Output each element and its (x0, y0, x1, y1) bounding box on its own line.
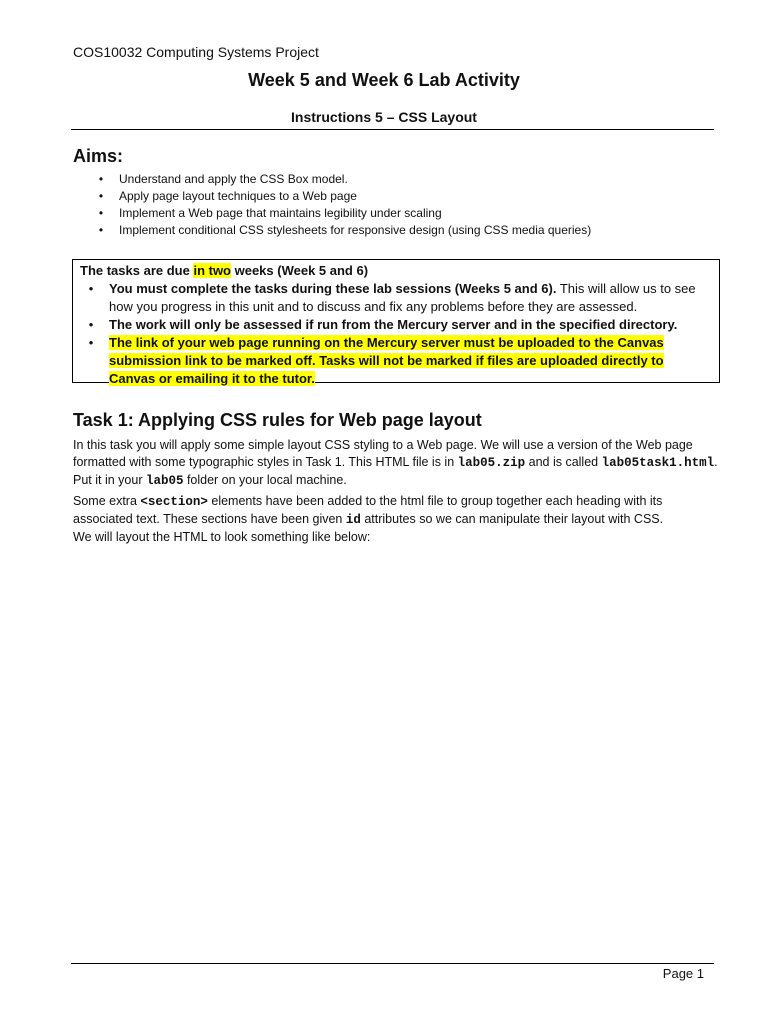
text-run: folder on your local machine. (183, 473, 347, 487)
course-header: COS10032 Computing Systems Project (73, 44, 319, 60)
bullet-icon: • (88, 281, 94, 296)
page-number: Page 1 (662, 966, 704, 981)
due-highlight: in two (193, 263, 231, 278)
bullet-icon: • (98, 189, 104, 203)
aims-list-item (94, 222, 694, 239)
bullet-icon: • (98, 223, 104, 237)
notice-item (80, 316, 711, 334)
due-line (80, 262, 711, 280)
notice-item (80, 280, 711, 316)
aims-item-text: Apply page layout techniques to a Web page (119, 189, 357, 203)
code-attribute: id (345, 513, 361, 527)
text-run: We will layout the HTML to look something like below: (73, 530, 371, 544)
due-suffix: weeks (Week 5 and 6) (231, 263, 369, 278)
notice-item-bold: The work will only be assessed if run from the Mercury server and in the specified directory. (109, 317, 678, 332)
footer-divider (71, 963, 714, 964)
text-run: . Put it in your (73, 455, 718, 487)
bullet-icon: • (88, 317, 94, 332)
aims-list-item (94, 171, 694, 188)
notice-item-highlight: The link of your web page running on the Mercury server must be uploaded to the Canvas submission link to be marked off. Tasks will not be marked if files are uploaded directly to Canvas or emailing it to the tutor. (109, 335, 664, 386)
aims-heading: Aims: (73, 146, 124, 166)
text-run: and is called (525, 455, 602, 469)
bullet-icon: • (98, 172, 104, 186)
code-foldername: lab05 (145, 474, 184, 488)
aims-list (94, 171, 694, 239)
notice-list (80, 280, 711, 388)
aims-list-item (94, 205, 694, 222)
notice-item-bold: You must complete the tasks during these lab sessions (Weeks 5 and 6). (109, 281, 557, 296)
document-subtitle: Instructions 5 – CSS Layout (291, 109, 477, 125)
bullet-icon: • (88, 335, 94, 350)
text-run: Some extra (73, 494, 141, 508)
bullet-icon: • (98, 206, 104, 220)
text-run: attributes so we can manipulate their layout with CSS. (360, 512, 664, 526)
notice-item-text: This will allow us to see how you progress in this unit and to discuss and fix any problems before they are assessed. (109, 281, 696, 314)
due-prefix: The tasks are due (80, 263, 194, 278)
text-run: In this task you will apply some simple layout CSS styling to a Web page. We will use a version of the Web page formatted with some typographic styles in Task 1. This HTML file is in (73, 438, 693, 469)
aims-list-item (94, 188, 694, 205)
task1-paragraph-1 (73, 437, 723, 490)
task1-heading: Task 1: Applying CSS rules for Web page layout (73, 410, 482, 430)
header-divider (71, 129, 714, 130)
task1-paragraph-2 (73, 493, 723, 546)
code-filename: lab05task1.html (601, 456, 715, 470)
due-notice-box (72, 259, 720, 386)
code-filename: lab05.zip (457, 456, 526, 470)
notice-item (80, 334, 711, 388)
code-element: <section> (140, 495, 208, 509)
text-run: elements have been added to the html file to group together each heading with its associated text. These sections have been given (73, 494, 663, 526)
document-title: Week 5 and Week 6 Lab Activity (248, 70, 520, 90)
aims-item-text: Implement conditional CSS stylesheets for responsive design (using CSS media queries) (119, 223, 592, 237)
aims-item-text: Implement a Web page that maintains legibility under scaling (119, 206, 442, 220)
aims-item-text: Understand and apply the CSS Box model. (119, 172, 348, 186)
